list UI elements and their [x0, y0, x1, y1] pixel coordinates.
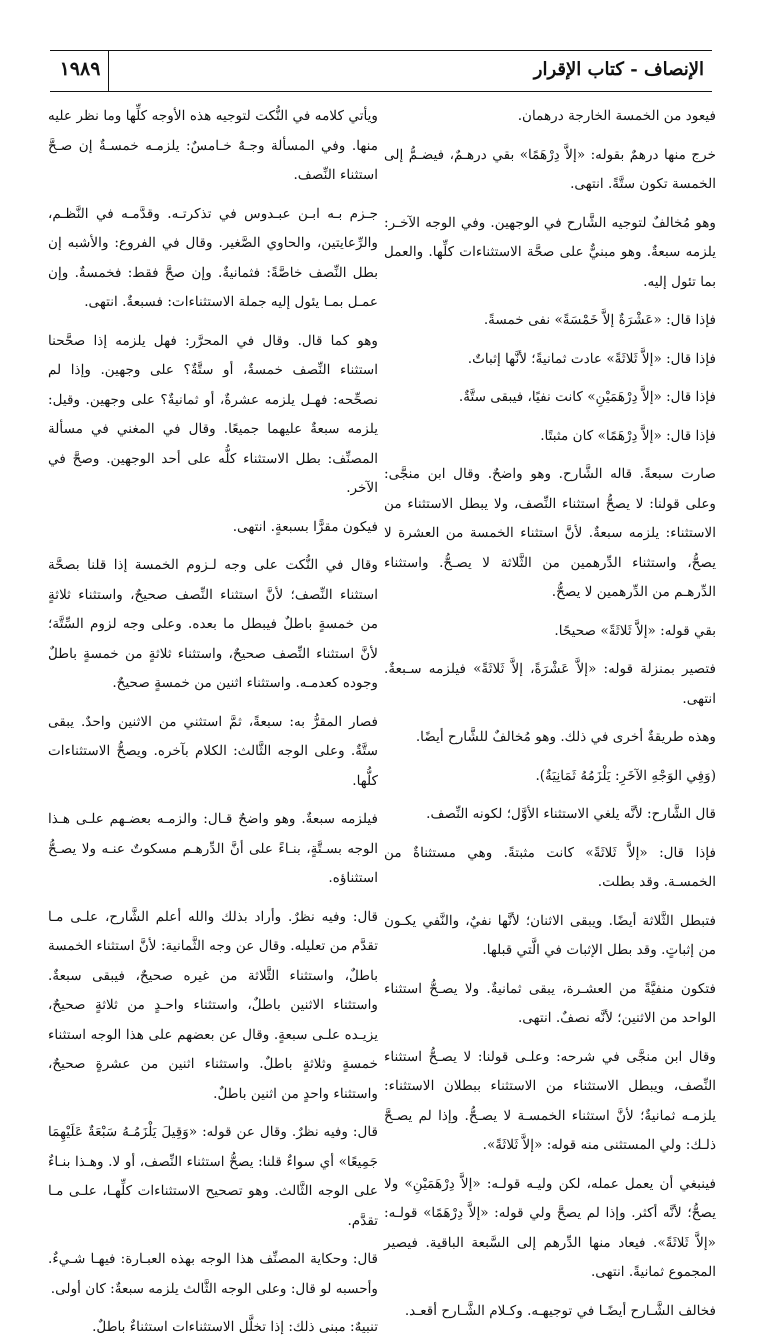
right-column: [384, 102, 716, 1319]
paragraph: فإذا قال: «إلاَّ ثَلاثَةً» كانت مثبتةً. وهي مستثناةٌ من الخمسـة. وقد بطلت.: [384, 844, 716, 890]
paragraph: تنبيهٌ: مبنى ذلك: إذا تخلَّل الاستثناءات استثناءٌ باطلٌ.: [92, 1319, 378, 1335]
header-top-rule: [50, 50, 712, 51]
paragraph: قال: وفيه نظرٌ. وقال عن قوله: «وَقِيلَ يَلْزَمُـهُ سَبْعَةٌ عَلَيْهِمَا جَمِيعًا» أي سواءٌ قلنا: يصحُّ استثناء النِّصف، أو لا. وهـذا بنـاءٌ على الوجه الثَّالث. وهو تصحيح الاستثناءات كلِّهـا، علـى مـا تقدَّم.: [48, 1124, 378, 1229]
paragraph: فيعود من الخمسة الخارجة درهمان.: [517, 108, 716, 124]
header-divider: [108, 50, 109, 92]
paragraph: فإذا قال: «إلاَّ دِرْهَمَيْنِ» كانت نفيًا، فيبقى ستَّةٌ.: [458, 389, 716, 405]
paragraph: فتكون منفيَّةً من العشـرة، يبقى ثمانيةٌ. ولا يصـحُّ استثناء الواحد من الاثنين؛ لأنَّه نصفٌ. انتهى.: [384, 980, 716, 1026]
paragraph: وهذه طريقةٌ أخرى في ذلك. وهو مُخالفٌ للشَّارح أيضًا.: [415, 729, 716, 745]
paragraph: فإذا قال: «إلاَّ ثَلاثَةً» عادت ثمانيةً؛ لأنَّها إثباتٌ.: [467, 350, 716, 367]
paragraph: فتصير بمنزلة قوله: «إلاَّ عَشْرَةً، إلاَّ ثَلاثَةً» فيلزمه سـبعةٌ. انتهى.: [384, 661, 716, 707]
paragraph: قال: وفيه نظرٌ. وأراد بذلك والله أعلم الشَّارح، علـى مـا تقدَّم من تعليله. وقال عن وجه الثَّمانية: لأنَّ استثناء الخمسة باطلٌ، واستثناء الثَّلاثة من غيره صحيحٌ، فيبقى سبعةٌ. واستثناء الاثنين باطلٌ، واستثناء واحـدٍ من ثلاثةٍ صحيحٌ، يزيـده علـى سبعةٍ. وقال عن بعضهم على هذا الوجه استثناء خمسةٍ وثلاثةٍ باطلٌ. واستثناء اثنين من عشرةٍ صحيحٌ، واستثناء واحدٍ من اثنين باطلٌ.: [48, 908, 378, 1102]
paragraph: فتبطل الثَّلاثة أيضًا. ويبقى الاثنان؛ لأنَّها نفيٌ، والنَّفي يكـون من إثباتٍ. وقد بطل الإثبات في الَّتي قبلها.: [384, 912, 716, 958]
paragraph: فصار المقرُّ به: سبعةً، ثمَّ استثني من الاثنين واحدٌ. يبقى ستَّةٌ. وعلى الوجه الثَّالث: الكلام بآخره. ويصحُّ الاستثناءات كلُّها.: [48, 713, 378, 789]
paragraph: (وَفِي الوَجْهِ الآخَرِ: يَلْزَمُهُ ثَمَانِيَةٌ).: [535, 767, 716, 784]
paragraph: فينبغي أن يعمل عمله، لكن وليـه قولـه: «إلاَّ دِرْهَمَيْنِ» ولا يصحُّ؛ لأنَّه أكثر. وإذا لم يصحَّ ولي قوله: «إلاَّ دِرْهَمًا» قولـه: «إلاَّ ثَلاثَةً». فيعاد منها الدِّرهم إلى السَّبعة الباقية. فيصير المجموع ثمانيةً. انتهى.: [384, 1175, 716, 1280]
paragraph: فيكون مقرًّا بسبعةٍ. انتهى.: [232, 518, 378, 535]
header-bottom-rule: [50, 91, 712, 92]
paragraph: ويأتي كلامه في النُّكت لتوجيه هذه الأوجه كلِّها وما نظر عليه منها. وفي المسألة وجـهٌ خـامسٌ: يلزمـه خمسـةٌ إن صـحَّ استثناء النِّصف.: [48, 108, 378, 183]
paragraph: وقال في النُّكت على وجه لـزوم الخمسة إذا قلنا بصحَّة استثناء النِّصف؛ لأنَّ استثناء النِّصف صحيحٌ، واستثناء ثلاثةٍ من خمسةٍ باطلٌ فيبطل ما بعده. وعلى وجه لزوم السِّتَّة؛ لأنَّ استثناء النِّصف صحيحٌ، واستثناء ثلاثةٍ من خمسةٍ باطلٌ وجوده كعدمـه. واستثناء اثنين من خمسةٍ صحيحٌ.: [48, 557, 378, 691]
paragraph: جـزم بـه ابـن عبـدوس في تذكرتـه. وقدَّمـه في النَّظـم، والرِّعايتين، والحاوي الصَّغير. وقال في الفروع: والأشبه إن بطل النِّصف خاصَّةً: فثمانيةٌ. وإن صحَّ فقط: فخمسةٌ. وإن عمـل بمـا يئول إليه جملة الاستثناءات: فسبعةٌ. انتهى.: [48, 205, 378, 310]
paragraph: فإذا قال: «إلاَّ دِرْهَمًا» كان مثبتًا.: [540, 427, 716, 444]
paragraph: وقال ابن منجَّى في شرحه: وعلـى قولنا: لا يصـحُّ استثناء النِّصف، ويبطل الاستثناء من الاستثناء ببطلان الاستثناء: يلزمـه ثمانيةٌ؛ لأنَّ استثناء الخمسـة لا يصـحُّ. وإذا لم يصـحَّ ذلـك: ولي المستثنى منه قوله: «إلاَّ ثَلاثَةً».: [384, 1048, 716, 1153]
paragraph: قال الشَّارح: لأنَّه يلغي الاستثناء الأوَّل؛ لكونه النِّصف.: [426, 806, 716, 822]
paragraph: وهو كما قال. وقال في المحرَّر: فهل يلزمه إذا صحَّحنا استثناء النِّصف خمسةٌ، أو ستَّةٌ؟ على وجهين. وإذا لم نصحِّحه: فهـل يلزمه عشرةٌ، أو ثمانيةٌ؟ على وجهين. وقيل: يلزمه سبعةٌ عليهما جميعًا. وقال في المغني في مسألة المصنِّف: بطل الاستثناء كلُّه على أحد الوجهين. وصحَّ في الآخر.: [48, 332, 378, 496]
running-title: الإنصاف - كتاب الإقرار: [533, 59, 704, 80]
page-header: [50, 50, 712, 92]
paragraph: وهو مُخالفٌ لتوجيه الشَّارح في الوجهين. وفي الوجه الآخـر: يلزمه سبعةٌ. وهو مبنيٌّ على صحَّة الاستثناءات كلِّها. والعمل بما تئول إليه.: [384, 214, 716, 290]
paragraph: خرج منها درهمٌ بقوله: «إلاَّ دِرْهَمًا» بقي درهـمٌ، فيضـمُّ إلى الخمسة تكون ستَّةً. انتهى.: [384, 146, 716, 192]
left-column: [48, 102, 378, 1335]
paragraph: فيلزمه سبعةٌ. وهو واضحٌ قـال: والزمـه بعضـهم علـى هـذا الوجه بسـتَّةٍ، بنـاءً على أنَّ الدِّرهـم مسكوتٌ عنـه ولا يصـحُّ استثناؤه.: [48, 811, 378, 886]
paragraph: صارت سبعةً. قاله الشَّارح. وهو واضحٌ. وقال ابن منجَّى: وعلى قولنا: لا يصحُّ استثناء النِّصف، ولا يبطل الاستثناء من الاستثناء: يلزمه سبعةٌ. لأنَّ استثناء الخمسة من العشرة لا يصحُّ، واستثناء الدِّرهمين من الثَّلاثة لا يصـحُّ. واستثناء الدِّرهـم من الدِّرهمين لا يصحُّ.: [384, 466, 716, 600]
paragraph: بقي قوله: «إلاَّ ثَلاثَةً» صحيحًا.: [554, 622, 716, 639]
paragraph: فخالف الشَّـارح أيضًـا في توجيهـه. وكـلام الشَّـارح أقعـد.: [404, 1302, 716, 1319]
paragraph: فإذا قال: «عَشْرَةٌ إلاَّ خَمْسَةً» نفى خمسةً.: [483, 312, 716, 328]
page-number: ١٩٨٩: [59, 58, 101, 80]
paragraph: قال: وحكاية المصنِّف هذا الوجه بهذه العبـارة: فيهـا شـيءٌ. وأحسبه لو قال: وعلى الوجه الثَّالث يلزمه سبعةٌ: كان أولى.: [48, 1251, 378, 1297]
